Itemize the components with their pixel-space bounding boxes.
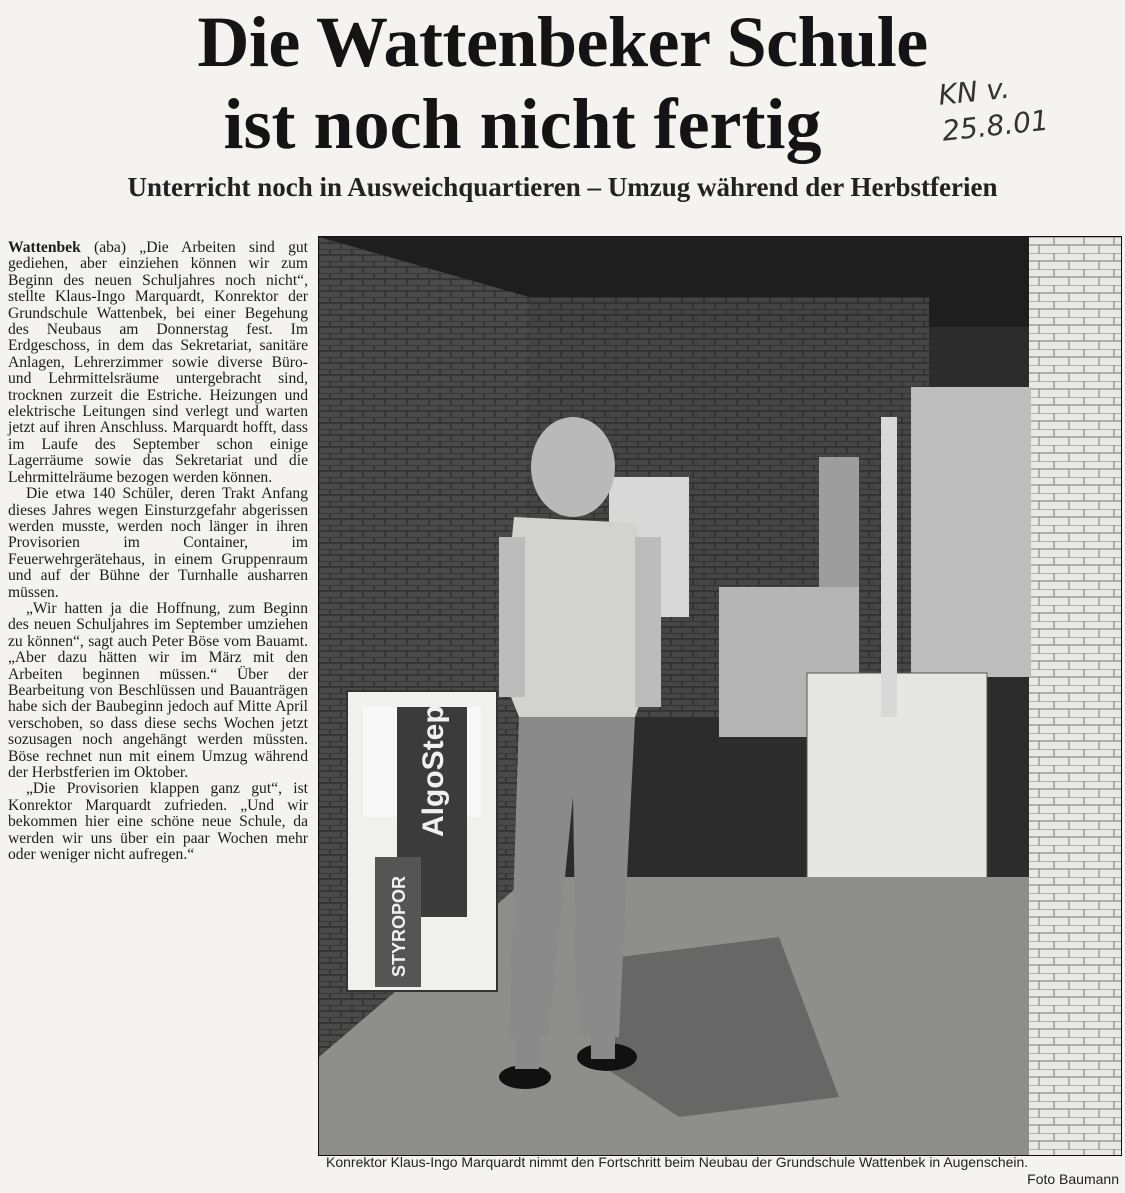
news-photo: [318, 236, 1122, 1156]
headline-line-1: Die Wattenbeker Schule: [197, 2, 928, 82]
photo-illustration: [319, 237, 1121, 1155]
article-paragraph-1: [8, 240, 308, 486]
photo-caption: Konrektor Klaus-Ingo Marquardt nimmt den Fortschritt beim Neubau der Grundschule Wattenbek in Augenschein.: [326, 1154, 1029, 1170]
stacked-panels: [911, 387, 1031, 677]
styropor-label: STYROPOR: [389, 875, 409, 977]
article-paragraph-3: „Wir hatten ja die Hoffnung, zum Beginn des neuen Schuljahres im September umziehen zu können“, sagt auch Peter Böse vom Bauamt. „Aber dazu hätten wir im März mit den Arbeiten beginnen müssen.“ Über der Bearbeitung von Beschlüssen und Bauanträgen habe sich der Baubeginn jedoch auf Mitte April verschoben, so dass diese sechs Wochen jetzt sozusagen noch angehängt werden müssten. Böse rechnet nun mit einem Umzug während der Herbstferien im Oktober.: [8, 599, 308, 781]
right-brick-column: [1029, 237, 1121, 1155]
subheadline: Unterricht noch in Ausweichquartieren – Umzug während der Herbstferien: [127, 172, 998, 202]
photo-credit: Foto Baumann: [1027, 1171, 1119, 1187]
headline-line-2: ist noch nicht fertig: [223, 84, 822, 164]
article-body: [8, 240, 308, 863]
handwritten-note-line-1: KN v.: [936, 71, 1012, 112]
article-paragraph-2: Die etwa 140 Schüler, deren Trakt Anfang dieses Jahres wegen Einsturzgefahr abgerissen werden musste, werden noch länger in ihren Provisorien im Container, im Feuerwehrgerätehaus, in einem Gruppenraum und auf der Bühne der Turnhalle ausharren müssen.: [8, 485, 308, 601]
article-lead: Wattenbek: [8, 239, 81, 256]
handwritten-note-line-2: 25.8.01: [940, 103, 1051, 148]
article-paragraph-4: „Die Provisorien klappen ganz gut“, ist Konrektor Marquardt zufrieden. „Und wir bekommen hier eine schöne neue Schule, da werden wir uns über ein paar Wochen mehr oder weniger nicht aufregen.“: [8, 780, 308, 864]
pipe: [881, 417, 897, 717]
article-paragraph-1-text: (aba) „Die Arbeiten sind gut gediehen, aber einziehen können wir zum Beginn des neuen Schuljahres noch nicht“, stellte Klaus-Ingo Marquardt, Konrektor der Grundschule Wattenbek, bei einer Begehung des Neubaus am Donnerstag fest. Im Erdgeschoss, in dem das Sekretariat, sanitäre Anlagen, Lehrerzimmer sowie diverse Büro- und Lehrmittelsräume untergebracht sind, trocknen zurzeit die Estriche. Heizungen und elektrische Leitungen sind verlegt und warten jetzt auf ihren Anschluss. Marquardt hofft, dass im Laufe des September schon einige Lagerräume sowie das Sekretariat und die Lehrmittelräume bezogen werden können.: [8, 239, 308, 486]
algostep-label: AlgoStep: [417, 705, 450, 837]
